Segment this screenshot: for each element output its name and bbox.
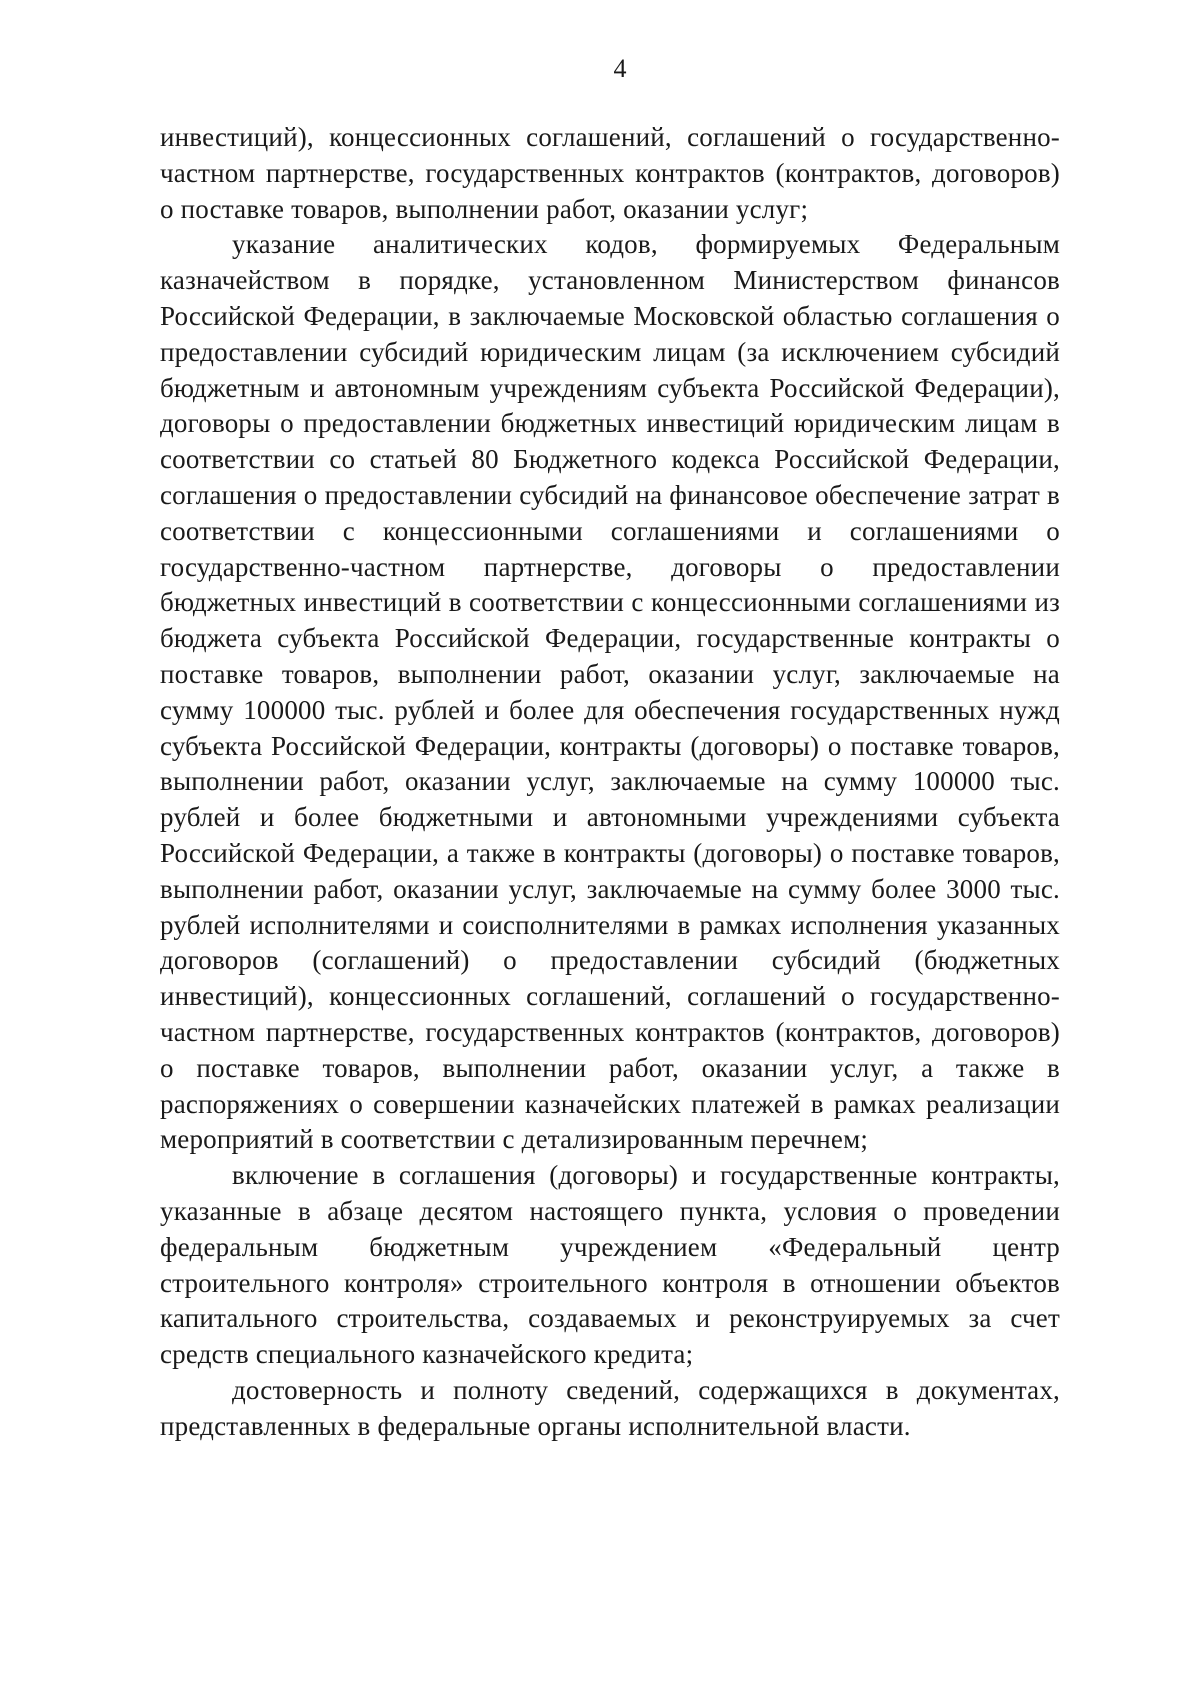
document-body — [160, 120, 1060, 1444]
paragraph-data-reliability: достоверность и полноту сведений, содержащихся в документах, представленных в федеральные органы исполнительной власти. — [160, 1374, 1060, 1441]
paragraph-construction-control: включение в соглашения (договоры) и государственные контракты, указанные в абзаце десятом настоящего пункта, условия о проведении федеральным бюджетным учреждением «Федеральный центр строительного контроля» строительного контроля в отношении объектов капитального строительства, создаваемых и реконструируемых за счет средств специального казначейского кредита; — [160, 1160, 1060, 1370]
page-number: 4 — [613, 54, 627, 83]
paragraph-continuation: инвестиций), концессионных соглашений, соглашений о государственно-частном партнерстве, государственных контрактов (контрактов, договоров) о поставке товаров, выполнении работ, оказании услуг; — [160, 122, 1060, 224]
paragraph-analytic-codes: указание аналитических кодов, формируемых Федеральным казначейством в порядке, установленном Министерством финансов Российской Федерации, в заключаемые Московской областью соглашения о предоставлении субсидий юридическим лицам (за исключением субсидий бюджетным и автономным учреждениям субъекта Российской Федерации), договоры о предоставлении бюджетных инвестиций юридическим лицам в соответствии со статьей 80 Бюджетного кодекса Российской Федерации, соглашения о предоставлении субсидий на финансовое обеспечение затрат в соответствии с концессионными соглашениями и соглашениями о государственно-частном партнерстве, договоры о предоставлении бюджетных инвестиций в соответствии с концессионными соглашениями из бюджета субъекта Российской Федерации, государственные контракты о поставке товаров, выполнении работ, оказании услуг, заключаемые на сумму 100000 тыс. рублей и более для обеспечения государственных нужд субъекта Российской Федерации, контракты (договоры) о поставке товаров, выполнении работ, оказании услуг, заключаемые на сумму 100000 тыс. рублей и более бюджетными и автономными учреждениями субъекта Российской Федерации, а также в контракты (договоры) о поставке товаров, выполнении работ, оказании услуг, заключаемые на сумму более 3000 тыс. рублей исполнителями и соисполнителями в рамках исполнения указанных договоров (соглашений) о предоставлении субсидий (бюджетных инвестиций), концессионных соглашений, соглашений о государственно-частном партнерстве, государственных контрактов (контрактов, договоров) о поставке товаров, выполнении работ, оказании услуг, а также в распоряжениях о совершении казначейских платежей в рамках реализации мероприятий в соответствии с детализированным перечнем; — [160, 229, 1060, 1155]
